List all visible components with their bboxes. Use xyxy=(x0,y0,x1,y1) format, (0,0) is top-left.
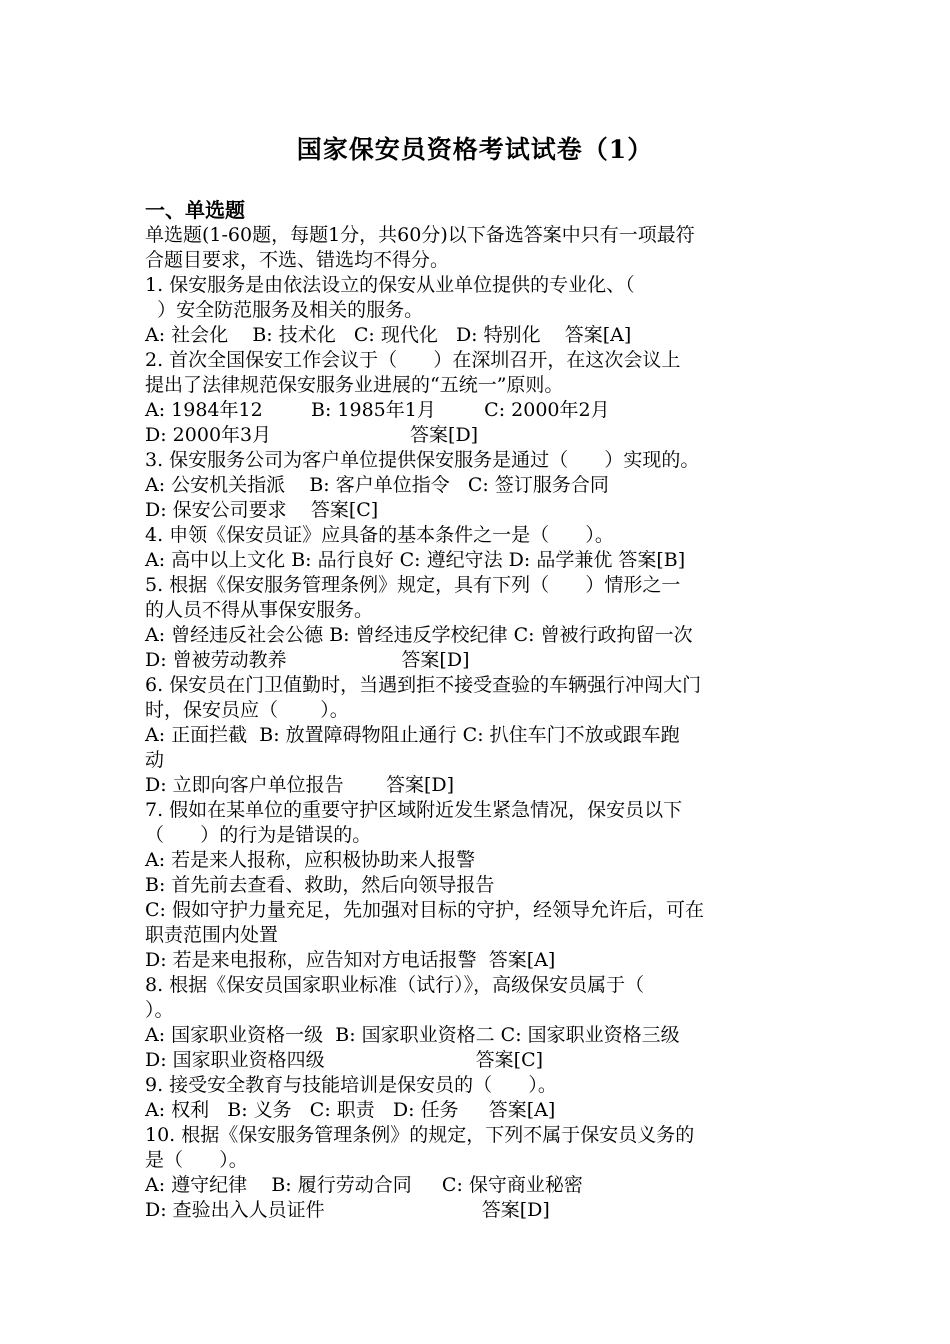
text-line: D: 立即向客户单位报告 答案[D] xyxy=(145,774,455,796)
text-line: D: 保安公司要求 答案[C] xyxy=(145,499,379,521)
text-line: 1. 保安服务是由依法设立的保安从业单位提供的专业化、（ xyxy=(145,274,635,296)
text-line: 单选题(1-60题，每题1分，共60分)以下备选答案中只有一项最符 xyxy=(145,224,695,246)
text-line: A: 社会化 B: 技术化 C: 现代化 D: 特别化 答案[A] xyxy=(145,324,632,346)
text-line: 合题目要求，不选、错选均不得分。 xyxy=(145,249,450,271)
text-line: ）。 xyxy=(145,999,174,1021)
text-line: A: 权利 B: 义务 C: 职责 D: 任务 答案[A] xyxy=(145,1099,556,1121)
question-lines xyxy=(145,223,813,1223)
text-line: 5. 根据《保安服务管理条例》规定，具有下列（ ）情形之一 xyxy=(145,574,681,596)
text-line: 7. 假如在某单位的重要守护区域附近发生紧急情况，保安员以下 xyxy=(145,799,683,821)
text-line: 8. 根据《保安员国家职业标准（试行）》，高级保安员属于（ xyxy=(145,974,645,996)
text-line: 6. 保安员在门卫值勤时，当遇到拒不接受查验的车辆强行冲闯大门 xyxy=(145,674,702,696)
document-title: 国家保安员资格考试试卷（1） xyxy=(296,135,654,164)
exam-section xyxy=(145,198,813,1223)
section-heading: 一、单选题 xyxy=(145,198,245,222)
text-line: 的人员不得从事保安服务。 xyxy=(145,599,374,621)
text-line: 10. 根据《保安服务管理条例》的规定，下列不属于保安员义务的 xyxy=(145,1124,695,1146)
text-line: A: 1984年12 B: 1985年1月 C: 2000年2月 xyxy=(145,399,610,421)
text-line: A: 正面拦截 B: 放置障碍物阻止通行 C: 扒住车门不放或跟车跑 xyxy=(145,724,680,746)
text-line: 提出了法律规范保安服务业进展的“五统一”原则。 xyxy=(145,374,564,396)
text-line: D: 若是来电报称，应告知对方电话报警 答案[A] xyxy=(145,949,556,971)
text-line: A: 国家职业资格一级 B: 国家职业资格二 C: 国家职业资格三级 xyxy=(145,1024,680,1046)
text-line: 2. 首次全国保安工作会议于（ ）在深圳召开，在这次会议上 xyxy=(145,349,681,371)
text-line: C: 假如守护力量充足，先加强对目标的守护，经领导允许后，可在 xyxy=(145,899,704,921)
text-line: （ ）的行为是错误的。 xyxy=(145,824,372,846)
text-line: A: 公安机关指派 B: 客户单位指令 C: 签订服务合同 xyxy=(145,474,609,496)
text-line: 是（ ）。 xyxy=(145,1149,248,1171)
text-line: 3. 保安服务公司为客户单位提供保安服务是通过（ ）实现的。 xyxy=(145,449,700,471)
text-line: ）安全防范服务及相关的服务。 xyxy=(145,299,424,321)
text-line: D: 国家职业资格四级 答案[C] xyxy=(145,1049,544,1071)
text-line: 动 xyxy=(145,749,165,771)
text-line: A: 遵守纪律 B: 履行劳动合同 C: 保守商业秘密 xyxy=(145,1174,583,1196)
text-line: A: 若是来人报称，应积极协助来人报警 xyxy=(145,849,476,871)
text-line: 4. 申领《保安员证》应具备的基本条件之一是（ ）。 xyxy=(145,524,614,546)
text-line: B: 首先前去查看、救助，然后向领导报告 xyxy=(145,874,495,896)
text-line: D: 曾被劳动教养 答案[D] xyxy=(145,649,470,671)
text-line: D: 查验出入人员证件 答案[D] xyxy=(145,1199,550,1221)
text-line: 时，保安员应（ ）。 xyxy=(145,699,349,721)
text-line: 9. 接受安全教育与技能培训是保安员的（ ）。 xyxy=(145,1074,557,1096)
text-line: 职责范围内处置 xyxy=(145,924,279,946)
text-line: D: 2000年3月 答案[D] xyxy=(145,424,479,446)
text-line: A: 曾经违反社会公德 B: 曾经违反学校纪律 C: 曾被行政拘留一次 xyxy=(145,624,693,646)
text-line: A: 高中以上文化 B: 品行良好 C: 遵纪守法 D: 品学兼优 答案[B] xyxy=(145,549,686,571)
